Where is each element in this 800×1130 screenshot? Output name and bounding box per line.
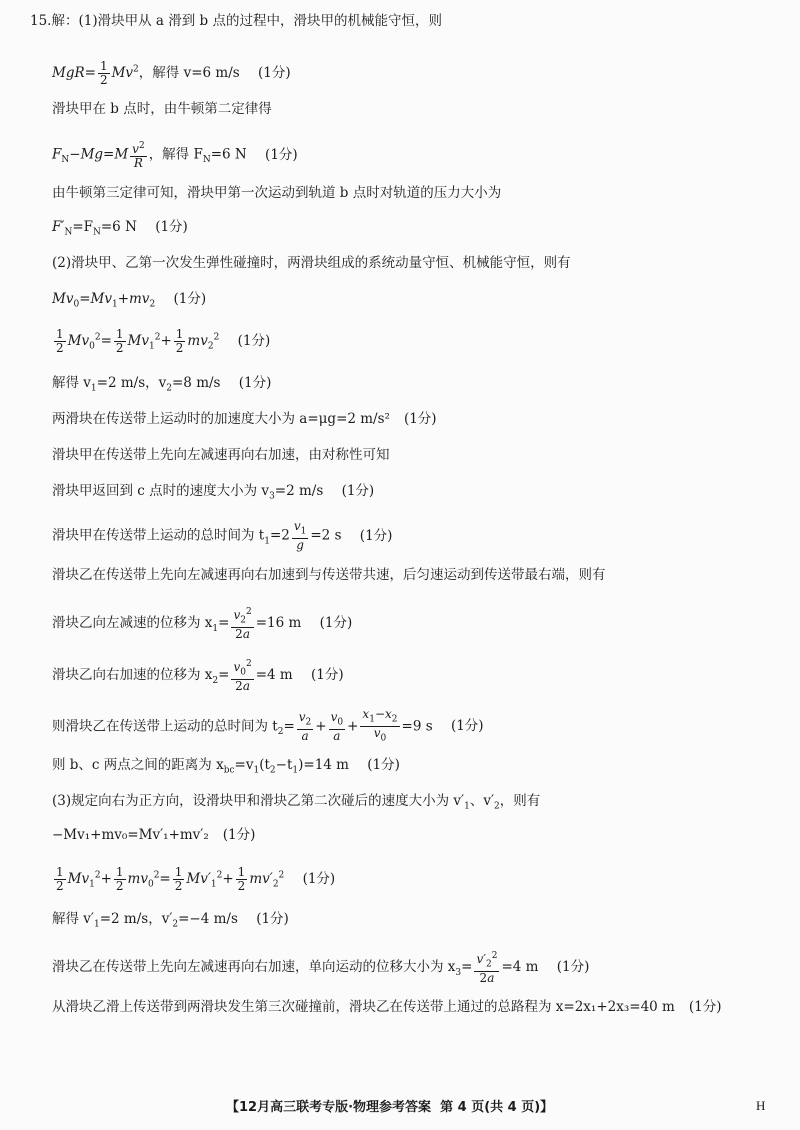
part2-header: (2)滑块甲、乙第一次发生弹性碰撞时，两滑块组成的系统动量守恒、机械能守恒，则有 xyxy=(52,255,571,271)
text-block-b: 滑块乙在传送带上先向左减速再向右加速到与传送带共速，后匀速运动到传送带最右端，则有 xyxy=(52,567,606,583)
equation-energy: MgR= $\frac{1}{2}$ Mv$^2$，解得 v=6 m/s (1分) xyxy=(52,59,291,87)
equation-momentum-2: −Mv₁+mv₀=Mv′₁+mv′₂ (1分) xyxy=(52,827,256,843)
result-distance-bc: 则 b、c 两点之间的距离为 $x_{bc}=v_1(t_2-t_1)=14$ m (1分) xyxy=(52,757,400,776)
result-time-b: 则滑块乙在传送带上运动的总时间为 $t_2=$ $\frac{v_2}{a}$ + $\frac{v_0}{a}$ + $\frac{x_1-x_2}{v_0}$ =9 s (1分) xyxy=(52,707,484,744)
equation-pressure: $F'_N=F_N=6$ N (1分) xyxy=(52,219,188,238)
result-x2: 滑块乙向右加速的位移为 $x_2=$ $\frac{v_0^2}{2a}$ =4 m (1分) xyxy=(52,659,344,694)
footer-label: 【12月高三联考专版·物理参考答案 xyxy=(226,1100,432,1115)
result-total-path: 从滑块乙滑上传送带到两滑块发生第三次碰撞前，滑块乙在传送带上通过的总路程为 x=2x₁+2x₃=40 m (1分) xyxy=(52,999,722,1015)
equation-momentum: $Mv_0=Mv_1+mv_2$ (1分) xyxy=(52,291,207,310)
result-x3: 滑块乙在传送带上先向左减速再向右加速，单向运动的位移大小为 $x_3=$ $\frac{v'_2^2}{2a}$ =4 m (1分) xyxy=(52,951,590,986)
result-return-speed: 滑块甲返回到 c 点时的速度大小为 $v_3=2$ m/s (1分) xyxy=(52,483,375,502)
equation-kinetic: $\frac{1}{2}$ $Mv_0^2=$ $\frac{1}{2}$ $Mv_1^2+$ $\frac{1}{2}$ $mv_2^2$ (1分) xyxy=(56,327,271,355)
equation-kinetic-2: $\frac{1}{2}$ $Mv_1^2+$ $\frac{1}{2}$ $mv_0^2=$ $\frac{1}{2}$ $Mv'_1^2+$ $\frac{1}{2}$ $mv'_2^2$ (1分) xyxy=(56,865,336,893)
text-newton2: 滑块甲在 b 点时，由牛顿第二定律得 xyxy=(52,101,272,117)
result-velocities-2: 解得 $v'_1=2$ m/s，$v'_2=-4$ m/s (1分) xyxy=(52,911,289,930)
result-x1: 滑块乙向左减速的位移为 $x_1=$ $\frac{v_2^2}{2a}$ =16 m (1分) xyxy=(52,607,353,642)
part3-header: (3)规定向右为正方向，设滑块甲和滑块乙第二次碰后的速度大小为 $v'_1$、$v'_2$，则有 xyxy=(52,793,541,812)
corner-mark: H xyxy=(756,1098,766,1113)
result-acceleration: 两滑块在传送带上运动时的加速度大小为 a=μg=2 m/s² (1分) xyxy=(52,411,437,427)
text-symmetry: 滑块甲在传送带上先向左减速再向右加速，由对称性可知 xyxy=(52,447,390,463)
result-velocities: 解得 $v_1=2$ m/s，$v_2=8$ m/s (1分) xyxy=(52,375,272,394)
page-footer xyxy=(226,1096,553,1115)
equation-force: $F_N-Mg=M$ $\frac{v^2}{R}$ ，解得 $F_N=6$ N (1分) xyxy=(52,141,298,170)
footer-page: 第 4 页(共 4 页)】 xyxy=(440,1100,554,1115)
text-newton3: 由牛顿第三定律可知，滑块甲第一次运动到轨道 b 点时对轨道的压力大小为 xyxy=(52,185,502,201)
part1-header: 15.解：(1)滑块甲从 a 滑到 b 点的过程中，滑块甲的机械能守恒，则 xyxy=(30,13,442,29)
result-time-a: 滑块甲在传送带上运动的总时间为 $t_1=2$ $\frac{v_1}{g}$ =2 s (1分) xyxy=(52,519,393,553)
